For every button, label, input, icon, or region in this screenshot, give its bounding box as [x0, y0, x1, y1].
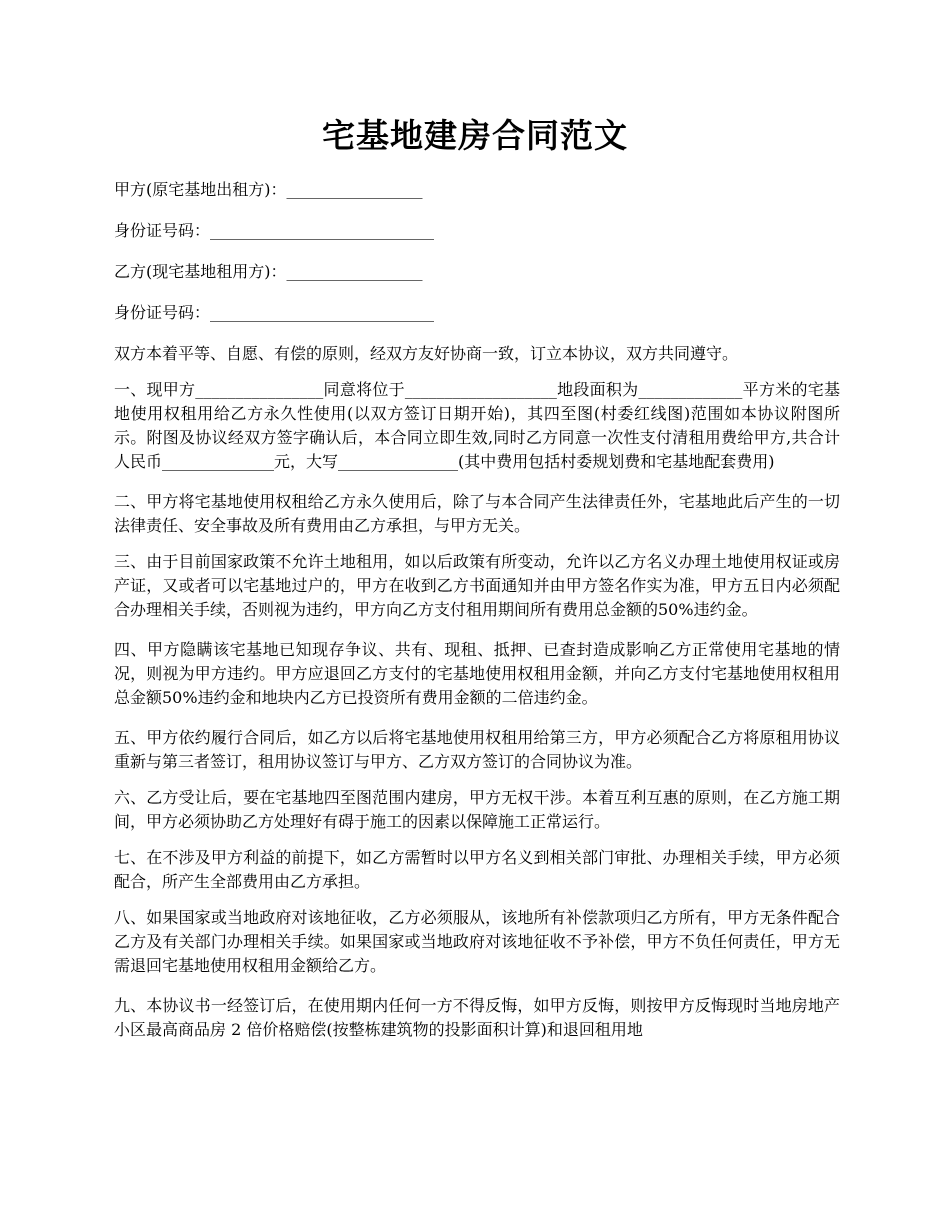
field-label: 身份证号码：: [114, 221, 211, 240]
field-label: 乙方(现宅基地租用方)：: [114, 262, 287, 281]
clause-3: 三、由于目前国家政策不允许土地租用，如以后政策有所变动，允许以乙方名义办理土地使用权证或房产证，又或者可以宅基地过户的，甲方在收到乙方书面通知并由甲方签名作实为准，甲方五日内必须配合办理相关手续，否则视为违约，甲方向乙方支付租用期间所有费用总金额的50%违约金。: [114, 552, 840, 619]
field-blank: ____________________________: [210, 303, 435, 322]
party-a-id-field: [114, 219, 840, 243]
clause-1: 一、现甲方________________同意将位于___________________地段面积为_____________平方米的宅基地使用权租用给乙方永久性使用(以双方签订日期开始)，其四至图(村委红线图)范围如本协议附图所示。附图及协议经双方签字确认后，本合同立即生效,同时乙方同意一次性支付清租用费给甲方,共合计人民币______________元，大写_______________(其中费用包括村委规划费和宅基地配套费用): [114, 380, 840, 471]
intro-paragraph: 双方本着平等、自愿、有偿的原则，经双方友好协商一致，订立本协议，双方共同遵守。: [114, 344, 739, 363]
field-blank: _________________: [286, 180, 423, 199]
field-blank: _________________: [286, 262, 423, 281]
field-blank: ____________________________: [210, 221, 435, 240]
clause-9: 九、本协议书一经签订后，在使用期内任何一方不得反悔，如甲方反悔，则按甲方反悔现时当地房地产小区最高商品房 2 倍价格赔偿(按整栋建筑物的投影面积计算)和退回租用地: [114, 996, 840, 1039]
clause-2: 二、甲方将宅基地使用权租给乙方永久使用后，除了与本合同产生法律责任外，宅基地此后产生的一切法律责任、安全事故及所有费用由乙方承担，与甲方无关。: [114, 492, 840, 535]
clause-8: 八、如果国家或当地政府对该地征收，乙方必须服从，该地所有补偿款项归乙方所有，甲方无条件配合乙方及有关部门办理相关手续。如果国家或当地政府对该地征收不予补偿，甲方不负任何责任，甲方无需退回宅基地使用权租用金额给乙方。: [114, 908, 840, 975]
clause-6: 六、乙方受让后，要在宅基地四至图范围内建房，甲方无权干涉。本着互利互惠的原则，在乙方施工期间，甲方必须协助乙方处理好有碍于施工的因素以保障施工正常运行。: [114, 788, 840, 831]
clause-7: 七、在不涉及甲方利益的前提下，如乙方需暂时以甲方名义到相关部门审批、办理相关手续，甲方必须配合，所产生全部费用由乙方承担。: [114, 848, 840, 891]
field-label: 甲方(原宅基地出租方)：: [114, 180, 287, 199]
party-a-name-field: [114, 178, 840, 202]
document-title: 宅基地建房合同范文: [322, 116, 628, 155]
clause-4: 四、甲方隐瞒该宅基地已知现存争议、共有、现租、抵押、已查封造成影响乙方正常使用宅基地的情况，则视为甲方违约。甲方应退回乙方支付的宅基地使用权租用金额，并向乙方支付宅基地使用权租用总金额50%违约金和地块内乙方已投资所有费用金额的二倍违约金。: [114, 640, 840, 707]
clause-5: 五、甲方依约履行合同后，如乙方以后将宅基地使用权租用给第三方，甲方必须配合乙方将原租用协议重新与第三者签订，租用协议签订与甲方、乙方双方签订的合同协议为准。: [114, 728, 840, 771]
field-label: 身份证号码：: [114, 303, 211, 322]
document-body: [114, 178, 840, 1058]
party-b-name-field: [114, 260, 840, 284]
party-b-id-field: [114, 301, 840, 325]
